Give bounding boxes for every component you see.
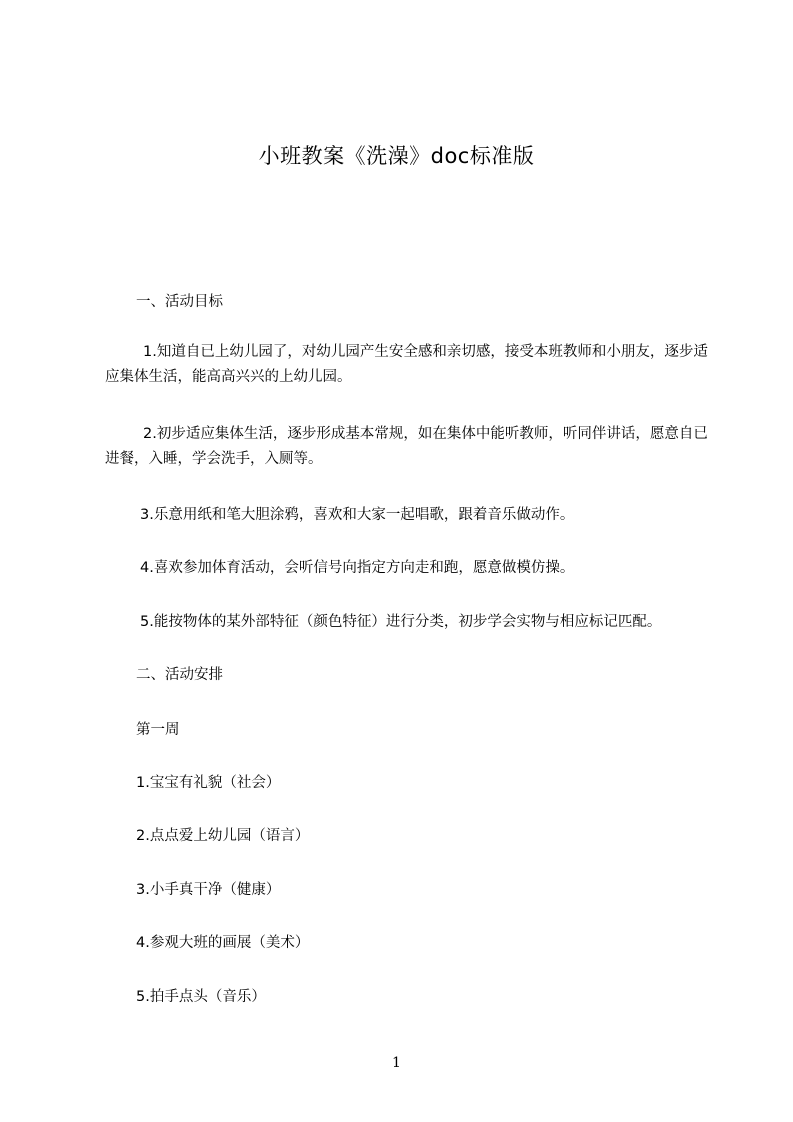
activity-item: 1.宝宝有礼貌（社会） bbox=[136, 775, 281, 791]
section-heading-arrangement: 二、活动安排 bbox=[136, 667, 223, 683]
week-label: 第一周 bbox=[136, 722, 180, 738]
goal-item: 3.乐意用纸和笔大胆涂鸦，喜欢和大家一起唱歌，跟着音乐做动作。 bbox=[140, 507, 575, 523]
goal-item: 4.喜欢参加体育活动，会听信号向指定方向走和跑，愿意做模仿操。 bbox=[140, 560, 575, 576]
activity-item: 5.拍手点头（音乐） bbox=[136, 989, 266, 1005]
activity-item: 4.参观大班的画展（美术） bbox=[136, 935, 310, 951]
activity-item: 3.小手真干净（健康） bbox=[136, 882, 281, 898]
page-number: 1 bbox=[392, 1055, 401, 1071]
goal-item: 5.能按物体的某外部特征（颜色特征）进行分类，初步学会实物与相应标记匹配。 bbox=[140, 614, 662, 630]
goal-item: 1.知道自已上幼儿园了，对幼儿园产生安全感和亲切感，接受本班教师和小朋友，逐步适应集体生活，能高高兴兴的上幼儿园。 bbox=[105, 344, 708, 385]
section-heading-goals: 一、活动目标 bbox=[136, 294, 223, 310]
goal-item: 2.初步适应集体生活，逐步形成基本常规，如在集体中能听教师，听同伴讲话，愿意自已进餐，入睡，学会洗手，入厕等。 bbox=[105, 426, 708, 467]
document-title: 小班教案《洗澡》doc标准版 bbox=[258, 144, 535, 168]
activity-item: 2.点点爱上幼儿园（语言） bbox=[136, 828, 310, 844]
